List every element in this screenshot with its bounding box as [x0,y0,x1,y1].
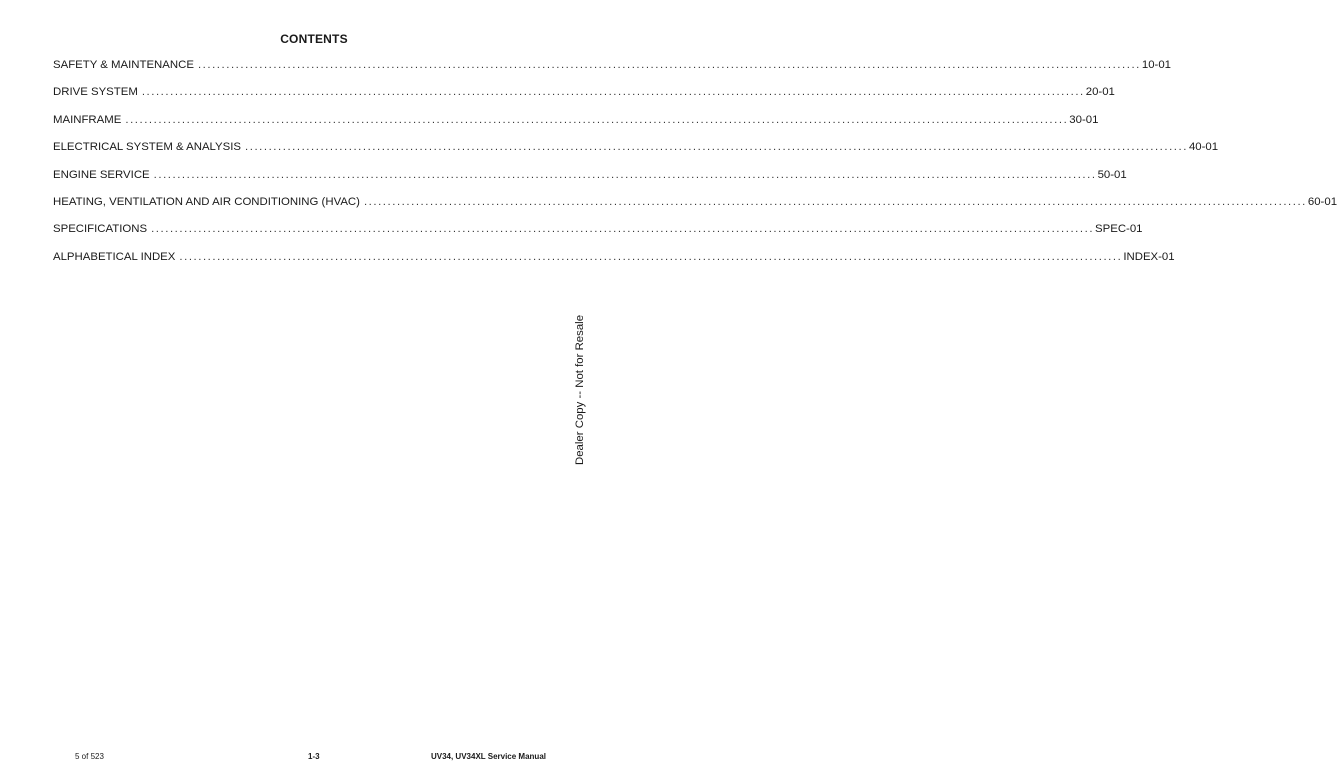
dot-leader: ........................................................................................................................................................................................................ [197,59,1141,71]
toc-entry[interactable] [53,168,1127,196]
toc-entry[interactable] [53,86,1115,113]
page-title: CONTENTS [280,32,348,46]
footer-manual-title: UV34, UV34XL Service Manual [430,752,546,761]
toc-entry-label: ENGINE SERVICE [53,168,150,181]
dot-leader: ........................................................................................................................................................................................................ [151,223,1095,236]
toc-entry-label: SPECIFICATIONS [53,223,148,236]
dot-leader: ........................................................................................................................................................................................................ [153,168,1097,181]
toc-entry-label: HEATING, VENTILATION AND AIR CONDITIONING (HVAC) [53,195,360,208]
toc-entry[interactable] [53,195,1337,223]
toc-entry-page: 40-01 [1188,141,1219,154]
dot-leader: ........................................................................................................................................................................................................ [363,195,1307,208]
toc-entry-label: SAFETY & MAINTENANCE [53,59,194,71]
footer-page-count: 5 of 523 [75,752,104,761]
watermark-text: Dealer Copy -- Not for Resale [574,314,586,465]
toc-entry-page: 30-01 [1069,113,1099,126]
toc-entry-label: DRIVE SYSTEM [53,86,138,99]
toc-entry[interactable] [53,250,1175,278]
dot-leader: ........................................................................................................................................................................................................ [125,113,1069,126]
dot-leader: ........................................................................................................................................................................................................ [141,86,1085,99]
toc-entry-page: 10-01 [1141,59,1172,71]
toc-entry-label: ELECTRICAL SYSTEM & ANALYSIS [53,141,242,154]
toc-entry[interactable] [53,59,1172,86]
toc-entry-page: INDEX-01 [1123,250,1175,263]
dot-leader: ........................................................................................................................................................................................................ [245,141,1188,154]
toc-entry-page: SPEC-01 [1095,223,1143,236]
toc-entry[interactable] [53,113,1099,141]
table-of-contents [53,59,1337,278]
toc-entry[interactable] [53,141,1219,168]
toc-entry-page: 20-01 [1085,86,1115,99]
dot-leader: ........................................................................................................................................................................................................ [179,250,1123,263]
toc-entry-page: 60-01 [1307,195,1337,208]
toc-entry[interactable] [53,223,1143,250]
toc-entry-label: ALPHABETICAL INDEX [53,250,176,263]
footer-page-number: 1-3 [308,752,320,761]
toc-entry-label: MAINFRAME [53,113,122,126]
toc-entry-page: 50-01 [1097,168,1127,181]
